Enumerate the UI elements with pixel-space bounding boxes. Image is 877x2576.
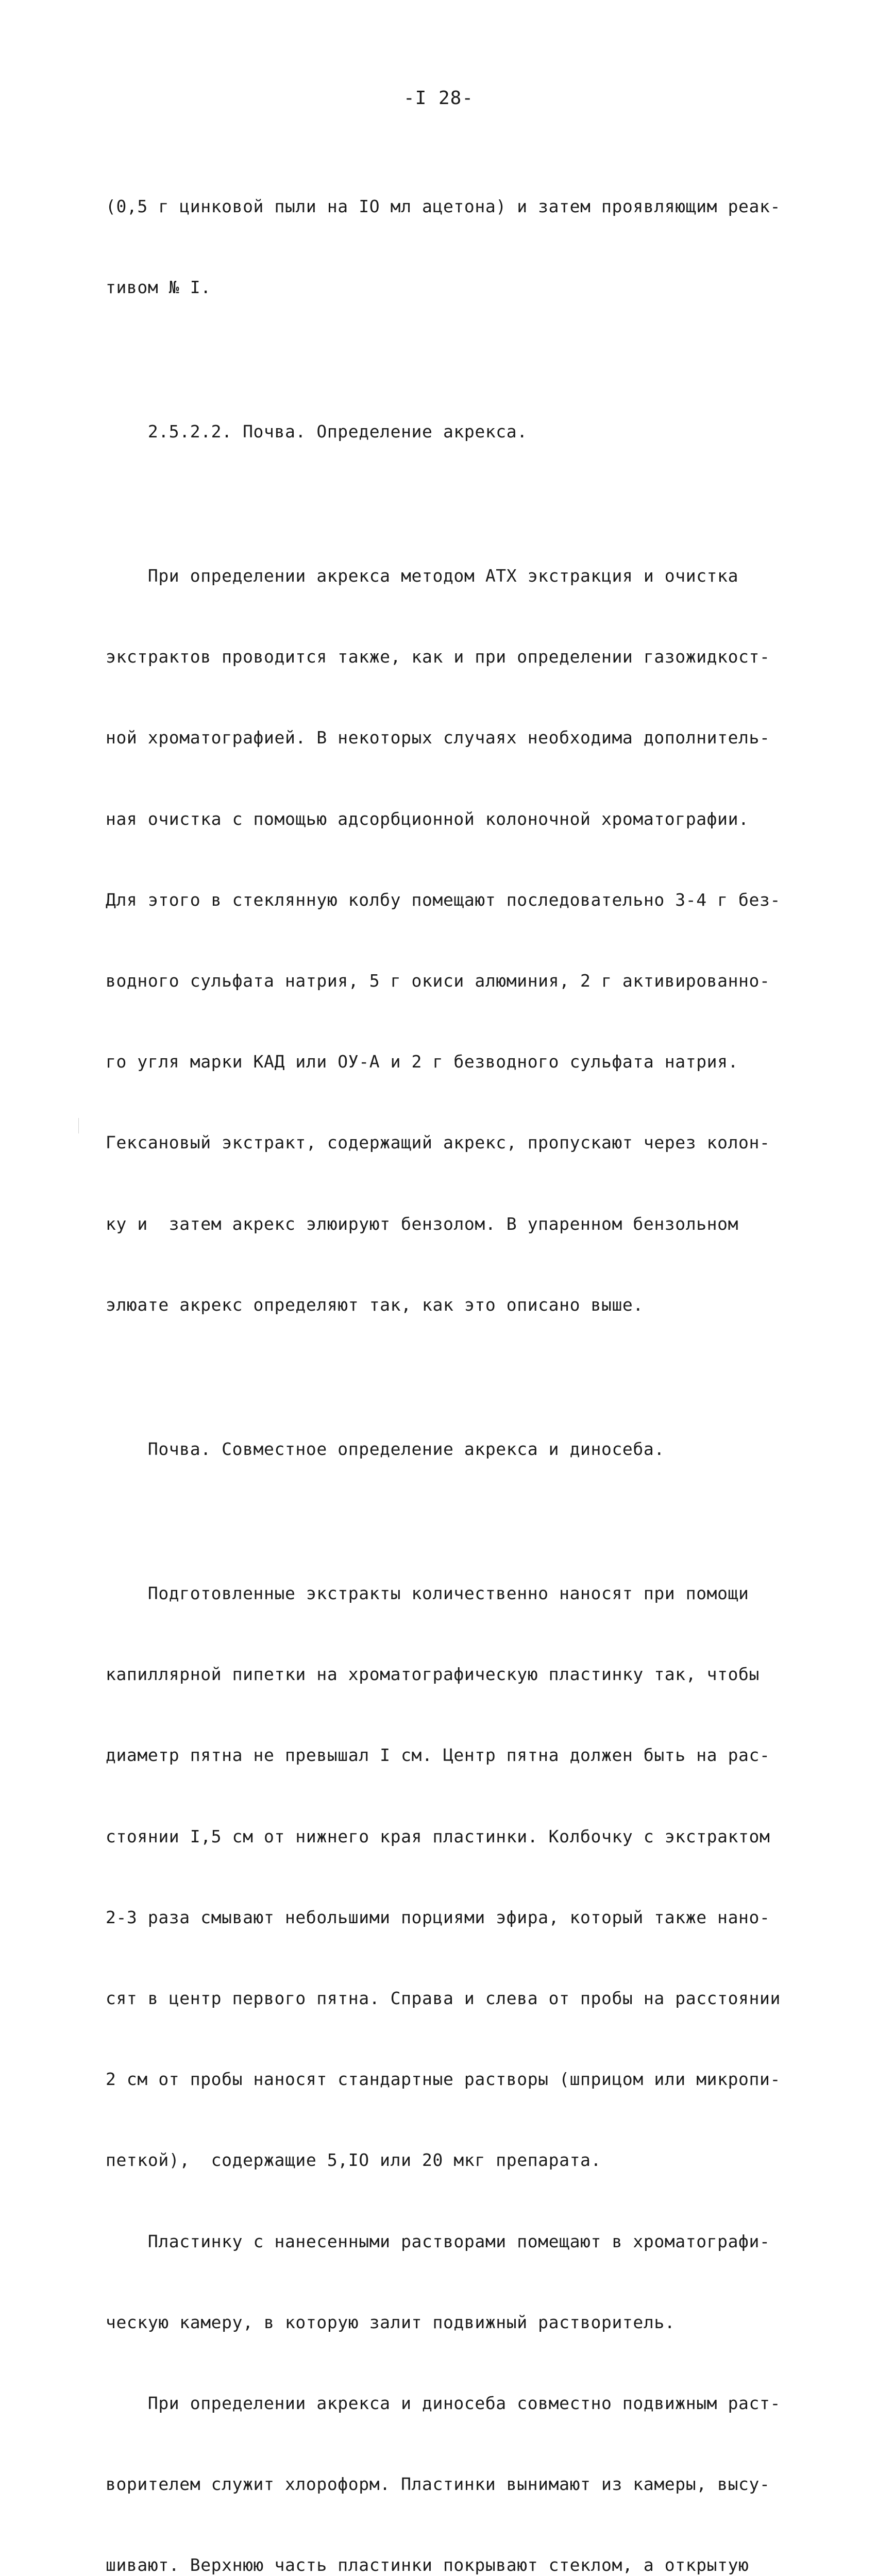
text-line: Гексановый экстракт, содержащий акрекс, пропускают через колон- [106, 1132, 770, 1153]
text-line: водного сульфата натрия, 5 г окиси алюминия, 2 г активированно- [106, 971, 770, 991]
text-line: петкой), содержащие 5,IO или 20 мкг препарата. [106, 2150, 601, 2171]
text-line: ная очистка с помощью адсорбционной колоночной хроматографии. [106, 808, 749, 829]
scan-margin-mark [78, 1118, 79, 1133]
text-line: сят в центр первого пятна. Справа и слева от пробы на расстоянии [106, 1988, 781, 2008]
text-line: При определении акрекса и диносеба совместно подвижным раст- [106, 2393, 781, 2413]
text-line: ческую камеру, в которую залит подвижный растворитель. [106, 2312, 676, 2332]
text-line: ной хроматографией. В некоторых случаях необходима дополнитель- [106, 727, 770, 748]
text-line: При определении акрекса методом АТХ экстракция и очистка [106, 566, 739, 586]
text-line: тивом № I. [106, 277, 211, 298]
text-line: Пластинку с нанесенными растворами помещают в хроматографи- [106, 2231, 770, 2251]
text-line: капиллярной пипетки на хроматографическую пластинку так, чтобы [106, 1664, 760, 1685]
text-line: ворителем служит хлороформ. Пластинки вынимают из камеры, высу- [106, 2474, 770, 2495]
text-line: Подготовленные экстракты количественно наносят при помощи [106, 1583, 749, 1603]
text-line: Для этого в стеклянную колбу помещают последовательно 3-4 г без- [106, 889, 781, 910]
page-number: -I 28- [403, 88, 474, 109]
text-line: ку и затем акрекс элюируют бензолом. В упаренном бензольном [106, 1213, 739, 1234]
text-line: стоянии I,5 см от нижнего края пластинки. Колбочку с экстрактом [106, 1826, 770, 1846]
text-line: (0,5 г цинковой пыли на IO мл ацетона) и затем проявляющим реак- [106, 196, 781, 216]
text-line: 2-3 раза смывают небольшими порциями эфира, который также нано- [106, 1907, 770, 1927]
text-line: го угля марки КАД или ОУ-А и 2 г безводного сульфата натрия. [106, 1052, 739, 1072]
text-line: экстрактов проводится также, как и при определении газожидкост- [106, 647, 770, 667]
section-heading: Почва. Совместное определение акрекса и диносеба. [106, 1438, 665, 1459]
text-line: шивают. Верхнюю часть пластинки покрывают стеклом, а открытую [106, 2555, 749, 2575]
text-line: 2 см от пробы наносят стандартные растворы (шприцом или микропи- [106, 2069, 781, 2090]
section-heading: 2.5.2.2. Почва. Определение акрекса. [106, 421, 528, 442]
text-line: элюате акрекс определяют так, как это описано выше. [106, 1294, 644, 1315]
text-line: диаметр пятна не превышал I см. Центр пятна должен быть на рас- [106, 1745, 770, 1766]
body-text [106, 139, 799, 2576]
